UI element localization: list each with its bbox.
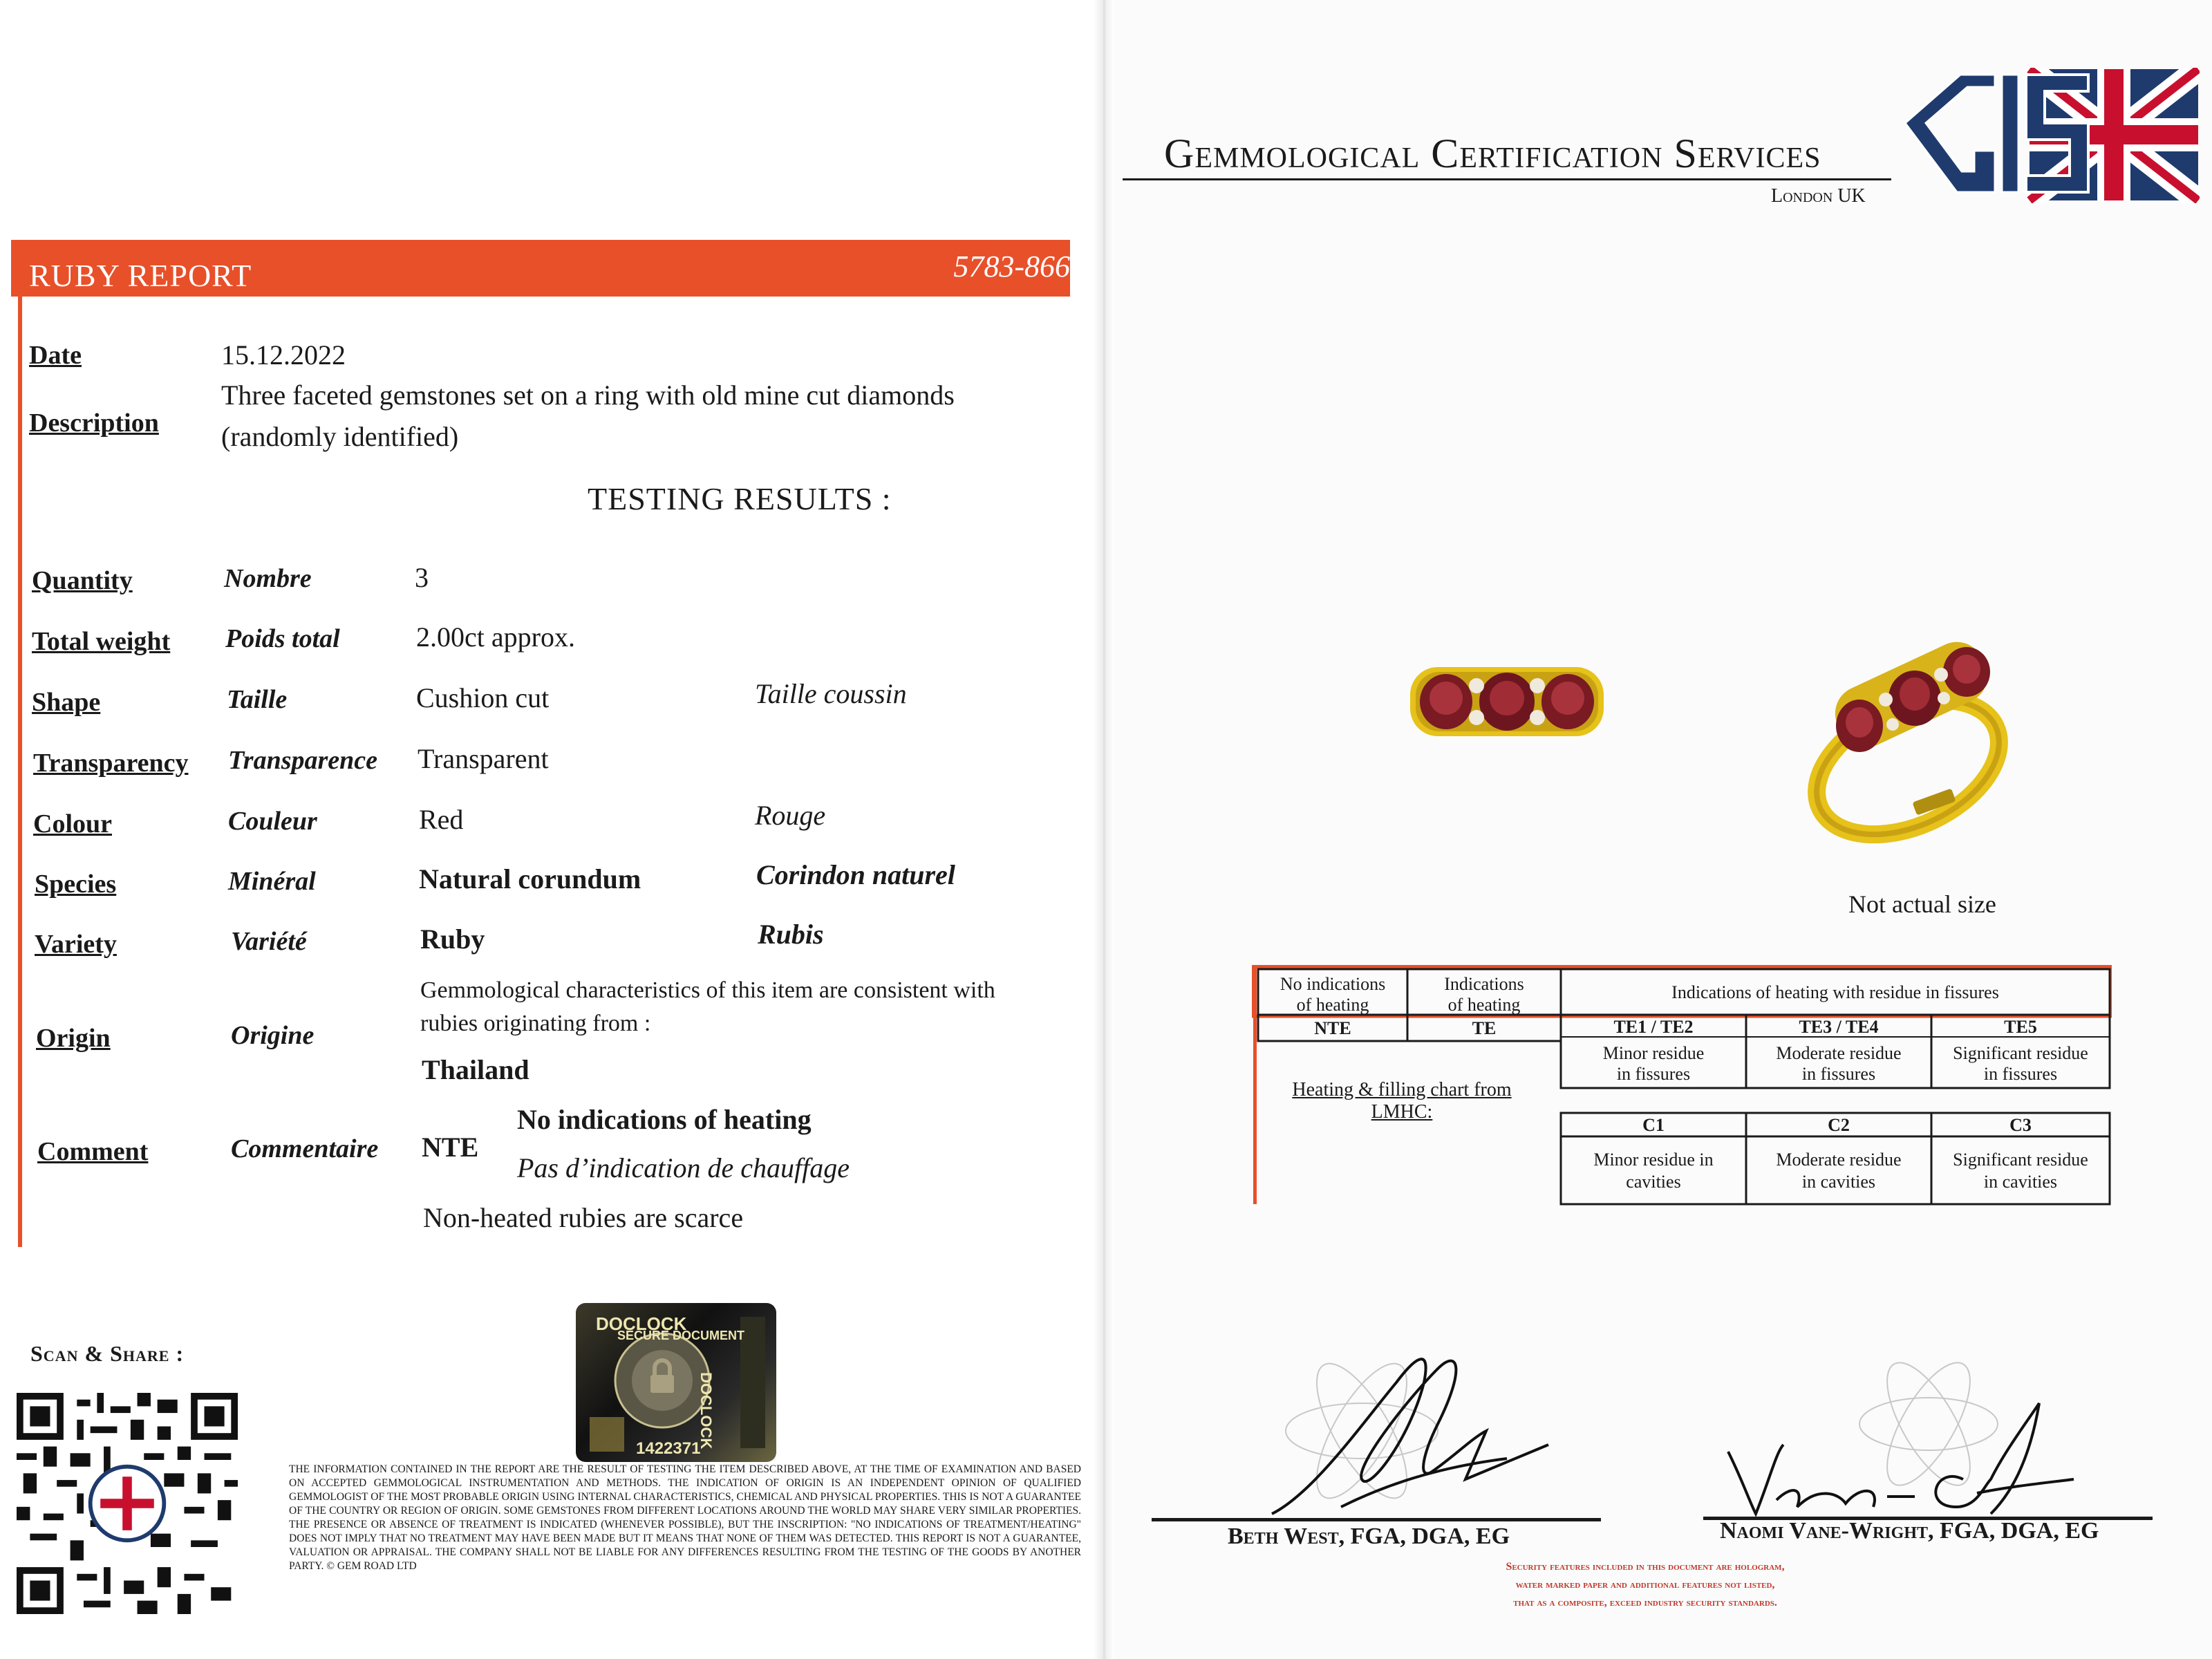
origin-fr-label: Origine bbox=[231, 1021, 315, 1050]
chart-cavity-desc-2-line-2: in cavities bbox=[1801, 1172, 1876, 1192]
security-line-3: that as a composite, exceed industry security standards. bbox=[1513, 1597, 1777, 1609]
comment-english: No indications of heating bbox=[517, 1104, 812, 1135]
chart-cavity-desc-1-line-1: Minor residue in bbox=[1593, 1150, 1714, 1170]
description-line-2: (randomly identified) bbox=[221, 421, 459, 452]
chart-fissure-desc-3-line-1: Significant residue bbox=[1953, 1043, 2088, 1063]
seal-number: 1422371 bbox=[636, 1439, 701, 1458]
security-features-note bbox=[1438, 1558, 1853, 1612]
report-number: 5783-866 bbox=[953, 250, 1070, 283]
row-value-species: Natural corundum bbox=[419, 863, 641, 894]
row-label-shape: Shape bbox=[32, 688, 101, 717]
row-value-quantity: 3 bbox=[415, 562, 429, 593]
comment-french: Pas d’indication de chauffage bbox=[517, 1152, 850, 1183]
row-label-species: Species bbox=[35, 870, 117, 899]
chart-nte-title-line-2: of heating bbox=[1296, 995, 1369, 1015]
row-value-colour: Red bbox=[419, 804, 464, 835]
chart-cavity-desc-3-line-1: Significant residue bbox=[1953, 1150, 2088, 1170]
row-label-colour: Colour bbox=[33, 809, 112, 838]
row-value-variety: Ruby bbox=[420, 924, 485, 955]
description-label: Description bbox=[29, 409, 159, 438]
row-value-fr-shape: Taille coussin bbox=[755, 678, 907, 709]
chart-cavity-code-3: C3 bbox=[2009, 1115, 2032, 1135]
row-fr-total-weight: Poids total bbox=[225, 624, 340, 653]
comment-note: Non-heated rubies are scarce bbox=[423, 1202, 744, 1233]
chart-fissure-desc-1-line-1: Minor residue bbox=[1602, 1043, 1705, 1063]
chart-te-title-line-1: Indications bbox=[1444, 974, 1524, 994]
qr-code[interactable] bbox=[17, 1393, 238, 1614]
row-value-shape: Cushion cut bbox=[416, 682, 550, 713]
origin-text-line-1: Gemmological characteristics of this item are consistent with bbox=[420, 977, 995, 1003]
chart-cavity-desc-2-line-1: Moderate residue bbox=[1776, 1150, 1902, 1170]
origin-country: Thailand bbox=[422, 1054, 529, 1085]
testing-results-heading: TESTING RESULTS : bbox=[588, 481, 892, 516]
row-fr-variety: Variété bbox=[231, 927, 307, 956]
chart-fissure-desc-3-line-2: in fissures bbox=[1983, 1064, 2058, 1084]
comment-fr-label: Commentaire bbox=[231, 1134, 379, 1163]
chart-fissure-desc-1-line-2: in fissures bbox=[1616, 1064, 1691, 1084]
signature-1-rule bbox=[1152, 1518, 1601, 1521]
row-value-fr-variety: Rubis bbox=[758, 919, 824, 950]
seal-top-text: DOCLOCK bbox=[596, 1313, 687, 1334]
seal-side-text: DOCLOCK bbox=[697, 1372, 715, 1450]
chart-nte-code: NTE bbox=[1314, 1018, 1351, 1038]
signature-2-image bbox=[1700, 1348, 2088, 1521]
row-label-variety: Variety bbox=[35, 930, 117, 959]
origin-text-line-2: rubies originating from : bbox=[420, 1011, 651, 1036]
row-label-transparency: Transparency bbox=[33, 749, 189, 778]
chart-fissure-code-3: TE5 bbox=[2004, 1017, 2037, 1037]
chart-cavity-desc-1-line-2: cavities bbox=[1626, 1172, 1681, 1192]
chart-fissure-desc-2-line-2: in fissures bbox=[1801, 1064, 1876, 1084]
report-left-border bbox=[18, 297, 22, 1247]
signatory-2-name: Naomi Vane-Wright, FGA, DGA, EG bbox=[1720, 1518, 2099, 1544]
row-value-fr-species: Corindon naturel bbox=[756, 859, 955, 890]
row-fr-quantity: Nombre bbox=[224, 564, 312, 593]
chart-fissure-code-1: TE1 / TE2 bbox=[1613, 1017, 1694, 1037]
lmhc-chart-source[interactable] bbox=[1291, 1079, 1512, 1123]
comment-label: Comment bbox=[37, 1137, 149, 1166]
report-title: RUBY REPORT bbox=[29, 258, 252, 293]
chart-fissures-title: Indications of heating with residue in fissures bbox=[1671, 982, 1999, 1002]
security-line-1: Security features included in this document are hologram, bbox=[1506, 1561, 1785, 1573]
gcs-logo bbox=[1891, 68, 2200, 203]
row-fr-species: Minéral bbox=[228, 867, 316, 896]
row-fr-transparency: Transparence bbox=[228, 746, 378, 775]
row-value-total-weight: 2.00ct approx. bbox=[416, 621, 575, 653]
security-line-2: water marked paper and additional features not listed, bbox=[1515, 1579, 1775, 1591]
not-actual-size-caption: Not actual size bbox=[1848, 890, 1996, 918]
description-line-1: Three faceted gemstones set on a ring with old mine cut diamonds bbox=[221, 379, 955, 411]
row-fr-colour: Couleur bbox=[228, 807, 317, 836]
row-value-transparency: Transparent bbox=[418, 743, 549, 774]
scan-share-label: Scan & Share : bbox=[30, 1341, 185, 1366]
lmhc-source-line-2: LMHC: bbox=[1371, 1101, 1433, 1123]
chart-fissure-code-2: TE3 / TE4 bbox=[1799, 1017, 1879, 1037]
date-label: Date bbox=[29, 341, 82, 370]
chart-cavity-code-2: C2 bbox=[1828, 1115, 1850, 1135]
seal-ring-text: SECURE DOCUMENT bbox=[617, 1329, 745, 1342]
company-location: London UK bbox=[1771, 185, 1866, 207]
chart-fissure-desc-2-line-1: Moderate residue bbox=[1776, 1043, 1902, 1063]
company-name: Gemmological Certification Services bbox=[1164, 131, 1821, 176]
comment-code: NTE bbox=[422, 1132, 479, 1163]
chart-te-code: TE bbox=[1472, 1018, 1497, 1038]
page-fold bbox=[1094, 0, 1114, 1659]
row-value-fr-colour: Rouge bbox=[755, 800, 826, 831]
logo-text bbox=[1900, 55, 1901, 56]
date-value: 15.12.2022 bbox=[221, 339, 346, 371]
company-rule bbox=[1123, 178, 1891, 180]
signatory-1-name: Beth West, FGA, DGA, EG bbox=[1228, 1524, 1510, 1549]
ring-top-view-image bbox=[1403, 650, 1611, 753]
chart-cavity-code-1: C1 bbox=[1642, 1115, 1665, 1135]
ring-side-view-image bbox=[1790, 622, 2012, 843]
disclaimer-text: THE INFORMATION CONTAINED IN THE REPORT ARE THE RESULT OF TESTING THE ITEM DESCRIBED ABOVE, AT THE TIME OF EXAMINATION AND BASED ON ACCEPTED GEMMOLOGICAL INSTRUMENTATION AND METHODS. THE INDICATION OF ORIGIN IS AN INDEPENDENT OPINION OF QUALIFIED GEMMOLOGIST OF THE MOST PROBABLE ORIGIN USING INTERNAL CHARACTERISTICS, CHEMICAL AND PHYSICAL PROPERTIES. THIS IS NOT A GUARANTEE OF THE COUNTRY OR REGION OF ORIGIN. SOME GEMSTONES FROM DIFFERENT LOCATIONS AROUND THE WORLD MAY SHARE VERY SIMILAR PROPERTIES. THE PRESENCE OR ABSENCE OF TREATMENT IS INDICATED (WHENEVER POSSIBLE), BUT THE INSCRIPTION: "NO INDICATIONS OF TREATMENT/HEATING" DOES NOT IMPLY THAT NO TREATMENT MAY HAVE BEEN MADE BUT IT MEANS THAT NONE OF THEM WAS DETECTED. THIS REPORT IS NOT A GUARANTEE, VALUATION OR APPRAISAL. THE COMPANY SHALL NOT BE LIABLE FOR ANY DIFFERENCES RESULTING FROM THE TESTING OF THE GOODS BY ANOTHER PARTY. © GEM ROAD LTD bbox=[289, 1463, 1081, 1572]
row-fr-shape: Taille bbox=[227, 685, 288, 714]
signature-1-image bbox=[1258, 1341, 1576, 1521]
chart-te-title-line-2: of heating bbox=[1447, 995, 1521, 1015]
row-label-quantity: Quantity bbox=[32, 566, 133, 595]
chart-cavity-desc-3-line-2: in cavities bbox=[1983, 1172, 2058, 1192]
chart-nte-title-line-1: No indications bbox=[1280, 974, 1386, 994]
lmhc-source-line-1: Heating & filling chart from bbox=[1292, 1079, 1512, 1100]
origin-label: Origin bbox=[36, 1024, 111, 1053]
row-label-total-weight: Total weight bbox=[32, 627, 171, 656]
